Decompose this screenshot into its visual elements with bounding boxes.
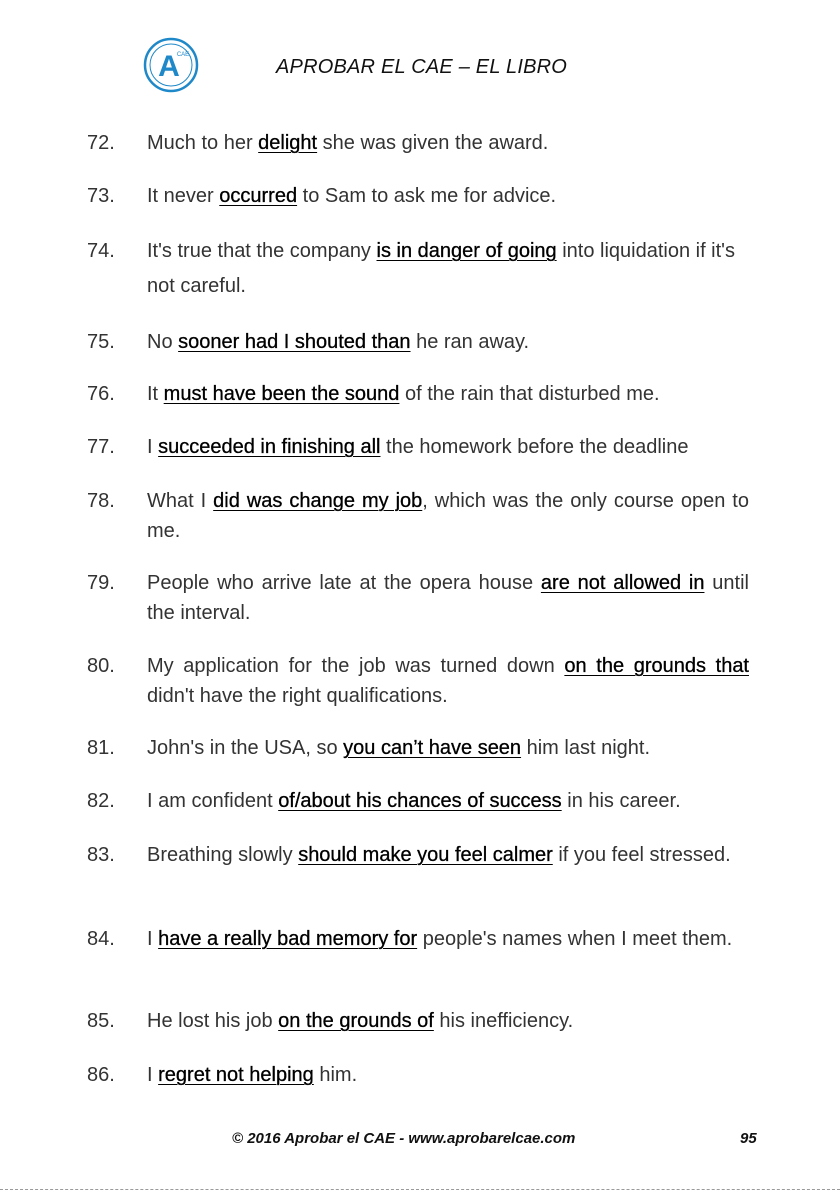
item-text <box>147 486 749 546</box>
item-text <box>147 1060 749 1090</box>
answer-phrase: on the grounds of <box>278 1010 434 1032</box>
item-text-segment: his inefficiency. <box>433 1010 574 1032</box>
item-text-segment: It never <box>147 185 220 207</box>
item-number: 81. <box>87 737 115 759</box>
item-text-segment: It's true that the company <box>147 240 377 262</box>
item-text <box>147 786 749 816</box>
aprobar-cae-logo-icon <box>142 36 200 94</box>
item-number: 80. <box>87 655 115 677</box>
item-number: 78. <box>87 490 115 512</box>
item-text-segment: if you feel stressed. <box>552 844 731 866</box>
item-text-segment: What I <box>147 490 214 512</box>
page-number: 95 <box>740 1130 757 1147</box>
item-text-segment: People who arrive late at the opera house <box>147 572 541 594</box>
item-number: 85. <box>87 1010 115 1032</box>
answer-phrase: have a really bad memory for <box>158 928 418 950</box>
item-text-segment: Much to her <box>147 132 259 154</box>
answer-phrase: you can’t have seen <box>343 737 522 759</box>
item-text-segment: he ran away. <box>410 331 530 353</box>
item-text-segment: I <box>147 436 159 458</box>
item-text-segment: him last night. <box>521 737 651 759</box>
answer-phrase: on the grounds that <box>564 655 749 677</box>
page-header-title: APROBAR EL CAE – EL LIBRO <box>276 56 568 78</box>
answer-phrase: should make you feel calmer <box>298 844 553 866</box>
svg-text:CAE: CAE <box>176 52 190 58</box>
item-text-segment: she was given the award. <box>317 132 549 154</box>
item-text-segment: My application for the job was turned down <box>147 655 565 677</box>
item-text-segment: It <box>147 383 164 405</box>
item-text-segment: , which was the only course open to me. <box>147 490 749 542</box>
svg-text:A: A <box>158 50 180 83</box>
item-text-segment: him. <box>313 1064 358 1086</box>
item-text <box>147 128 749 158</box>
item-text-segment: I <box>147 1064 159 1086</box>
item-text-segment: people's names when I meet them. <box>417 928 733 950</box>
answer-phrase: is in danger of going <box>376 240 557 262</box>
item-text <box>147 234 749 304</box>
item-number: 75. <box>87 331 115 353</box>
answer-phrase: occurred <box>219 185 298 207</box>
item-number: 72. <box>87 132 115 154</box>
item-text <box>147 840 749 870</box>
item-number: 84. <box>87 928 115 950</box>
item-number: 77. <box>87 436 115 458</box>
item-text-segment: to Sam to ask me for advice. <box>297 185 557 207</box>
item-text-segment: in his career. <box>561 790 681 812</box>
item-number: 76. <box>87 383 115 405</box>
item-text <box>147 432 749 462</box>
item-text-segment: of the rain that disturbed me. <box>399 383 660 405</box>
item-text-segment: into liquidation if it's not careful. <box>147 240 735 297</box>
item-text <box>147 568 749 628</box>
answer-phrase: succeeded in finishing all <box>158 436 381 458</box>
item-text-segment: didn't have the right qualifications. <box>147 685 448 707</box>
bottom-divider <box>0 1189 840 1190</box>
footer-copyright: © 2016 Aprobar el CAE - www.aprobarelcae.com <box>232 1130 576 1147</box>
item-text-segment: I <box>147 928 159 950</box>
item-text-segment: I am confident <box>147 790 279 812</box>
item-number: 74. <box>87 240 115 262</box>
page-header <box>0 30 840 100</box>
answer-phrase: must have been the sound <box>163 383 400 405</box>
item-number: 79. <box>87 572 115 594</box>
item-number: 86. <box>87 1064 115 1086</box>
item-text-segment: until the interval. <box>147 572 749 624</box>
item-text <box>147 651 749 711</box>
answer-phrase: delight <box>258 132 318 154</box>
answer-phrase: of/about his chances of success <box>278 790 562 812</box>
item-text <box>147 733 749 763</box>
item-text-segment: the homework before the deadline <box>380 436 689 458</box>
item-text-segment: He lost his job <box>147 1010 279 1032</box>
answer-phrase: are not allowed in <box>540 572 705 594</box>
answer-phrase: regret not helping <box>158 1064 314 1086</box>
item-text-segment: No <box>147 331 179 353</box>
answer-phrase: did was change my job <box>213 490 423 512</box>
item-text-segment: Breathing slowly <box>147 844 299 866</box>
item-number: 83. <box>87 844 115 866</box>
item-text <box>147 181 749 211</box>
item-number: 82. <box>87 790 115 812</box>
item-number: 73. <box>87 185 115 207</box>
item-text <box>147 924 749 954</box>
item-text <box>147 1006 749 1036</box>
item-text <box>147 379 749 409</box>
item-text-segment: John's in the USA, so <box>147 737 344 759</box>
answer-phrase: sooner had I shouted than <box>178 331 411 353</box>
item-text <box>147 327 749 357</box>
